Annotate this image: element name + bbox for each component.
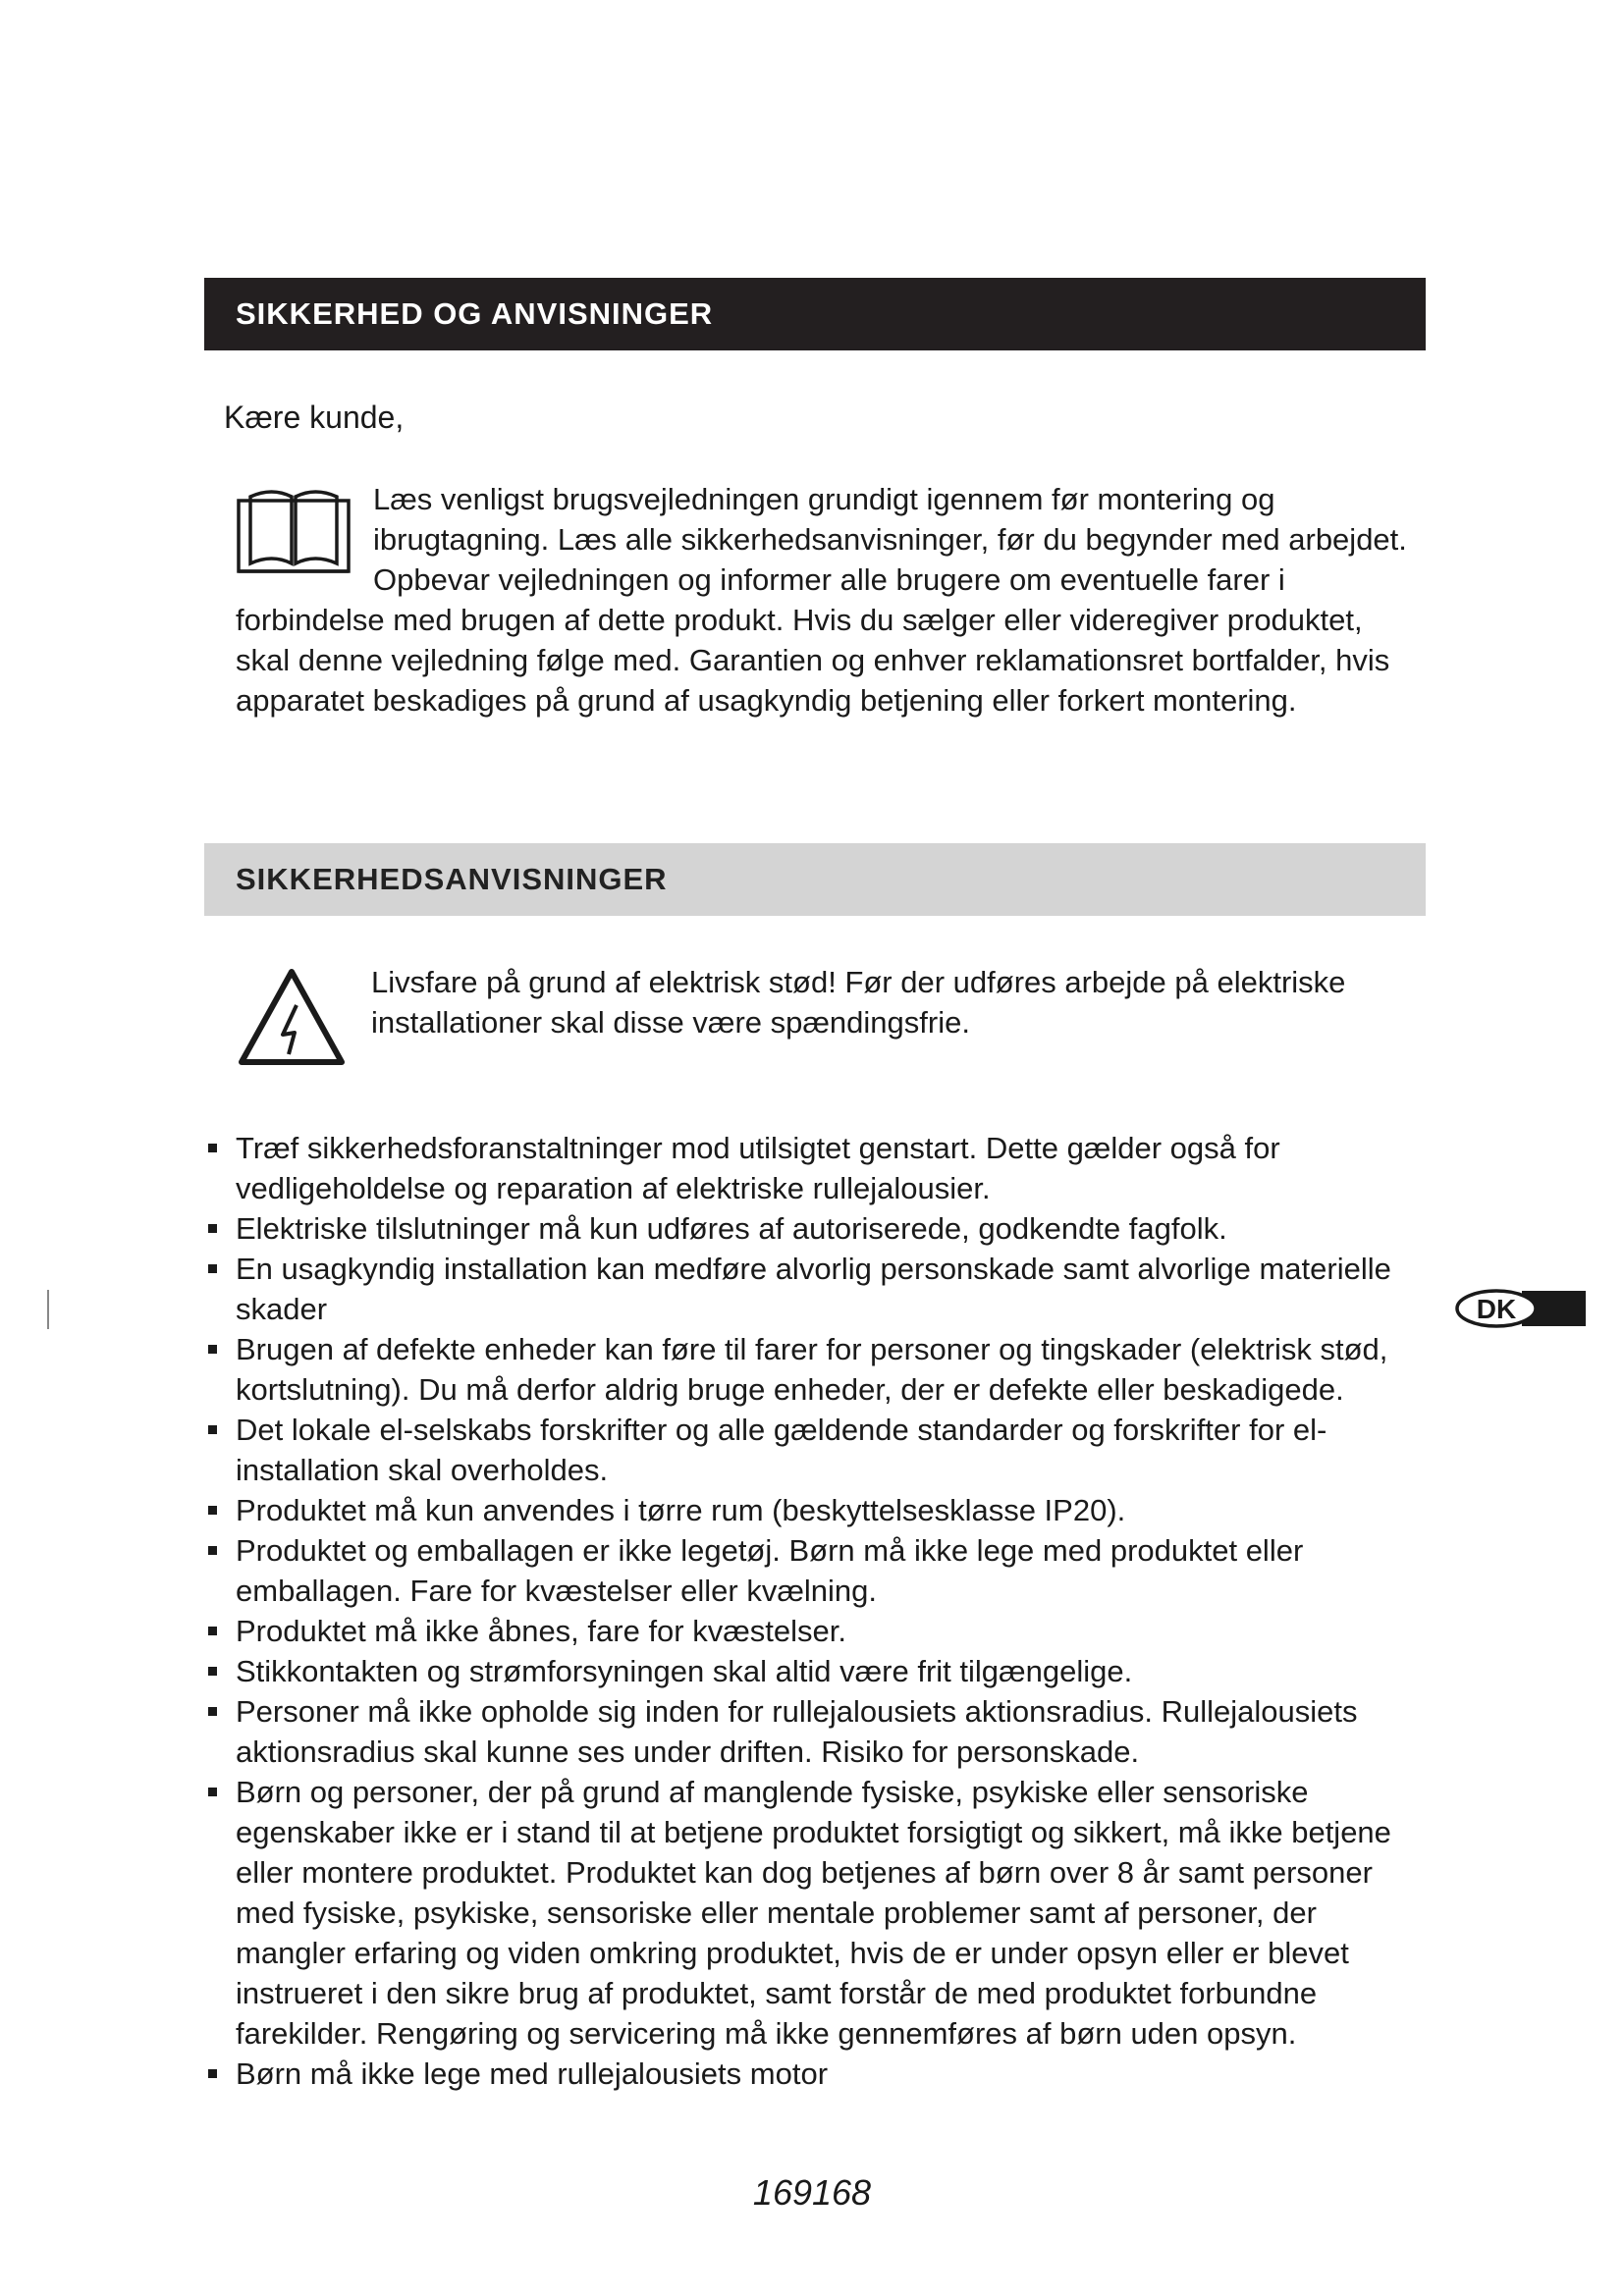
manual-book-icon bbox=[236, 483, 352, 581]
list-item: Børn og personer, der på grund af manglende fysiske, psykiske eller sensoriske egenskaber ikke er i stand til at betjene produktet forsigtigt og sikkert, må ikke betjene eller montere produktet. Produktet kan dog betjenes af børn over 8 år samt personer med fysiske, psykiske, sensoriske eller mentale problemer samt af personer, der mangler erfaring og viden omkring produktet, hvis de er under opsyn eller er blevet instrueret i den sikre brug af produktet, samt forstår de med produktet forbundne farekilder. Rengøring og servicering må ikke gennemføres af børn uden opsyn. bbox=[204, 1772, 1432, 2054]
language-code: DK bbox=[1476, 1294, 1517, 1324]
intro-text: Læs venligst brugsvejledningen grundigt igennem før montering og ibrugtagning. Læs alle sikkerhedsanvisninger, før du begynder med arbejdet. Opbevar vejledningen og informer alle brugere om eventuelle farer i forbindelse med brugen af dette produkt. Hvis du sælger eller videregiver produktet, skal denne vejledning følge med. Garantien og enhver reklamationsret bortfalder, hvis apparatet beskadiges på grund af usagkyndig betjening eller forkert montering. bbox=[236, 482, 1407, 718]
language-tab-dk bbox=[1453, 1288, 1586, 1329]
list-item: Stikkontakten og strømforsyningen skal altid være frit tilgængelige. bbox=[204, 1651, 1432, 1691]
warning-text: Livsfare på grund af elektrisk stød! Før der udføres arbejde på elektriske installationer skal disse være spændingsfrie. bbox=[371, 965, 1346, 1040]
safety-bullet-list bbox=[204, 1128, 1432, 2094]
list-item: Det lokale el-selskabs forskrifter og alle gældende standarder og forskrifter for el-installation skal overholdes. bbox=[204, 1410, 1432, 1490]
greeting: Kære kunde, bbox=[224, 400, 405, 435]
margin-mark bbox=[47, 1290, 49, 1329]
list-item: Produktet må kun anvendes i tørre rum (beskyttelsesklasse IP20). bbox=[204, 1490, 1432, 1530]
section-header-safety: SIKKERHED OG ANVISNINGER bbox=[204, 278, 1426, 350]
list-item: Børn må ikke lege med rullejalousiets motor bbox=[204, 2054, 1432, 2094]
electric-shock-warning-icon bbox=[236, 964, 348, 1070]
page-footer-number: 169168 bbox=[752, 2172, 872, 2213]
list-item: Træf sikkerhedsforanstaltninger mod utilsigtet genstart. Dette gælder også for vedligeholdelse og reparation af elektriske rullejalousier. bbox=[204, 1128, 1432, 1208]
list-item: En usagkyndig installation kan medføre alvorlig personskade samt alvorlige materielle skader bbox=[204, 1249, 1432, 1329]
list-item: Brugen af defekte enheder kan føre til farer for personer og tingskader (elektrisk stød, kortslutning). Du må derfor aldrig bruge enheder, der er defekte eller beskadigede. bbox=[204, 1329, 1432, 1410]
warning-paragraph bbox=[236, 962, 1418, 1074]
list-item: Produktet må ikke åbnes, fare for kvæstelser. bbox=[204, 1611, 1432, 1651]
section-header-safety-instructions: SIKKERHEDSANVISNINGER bbox=[204, 843, 1426, 916]
list-item: Elektriske tilslutninger må kun udføres af autoriserede, godkendte fagfolk. bbox=[204, 1208, 1432, 1249]
intro-paragraph bbox=[236, 479, 1418, 721]
list-item: Personer må ikke opholde sig inden for rullejalousiets aktionsradius. Rullejalousiets aktionsradius skal kunne ses under driften. Risiko for personskade. bbox=[204, 1691, 1432, 1772]
list-item: Produktet og emballagen er ikke legetøj. Børn må ikke lege med produktet eller emballagen. Fare for kvæstelser eller kvælning. bbox=[204, 1530, 1432, 1611]
